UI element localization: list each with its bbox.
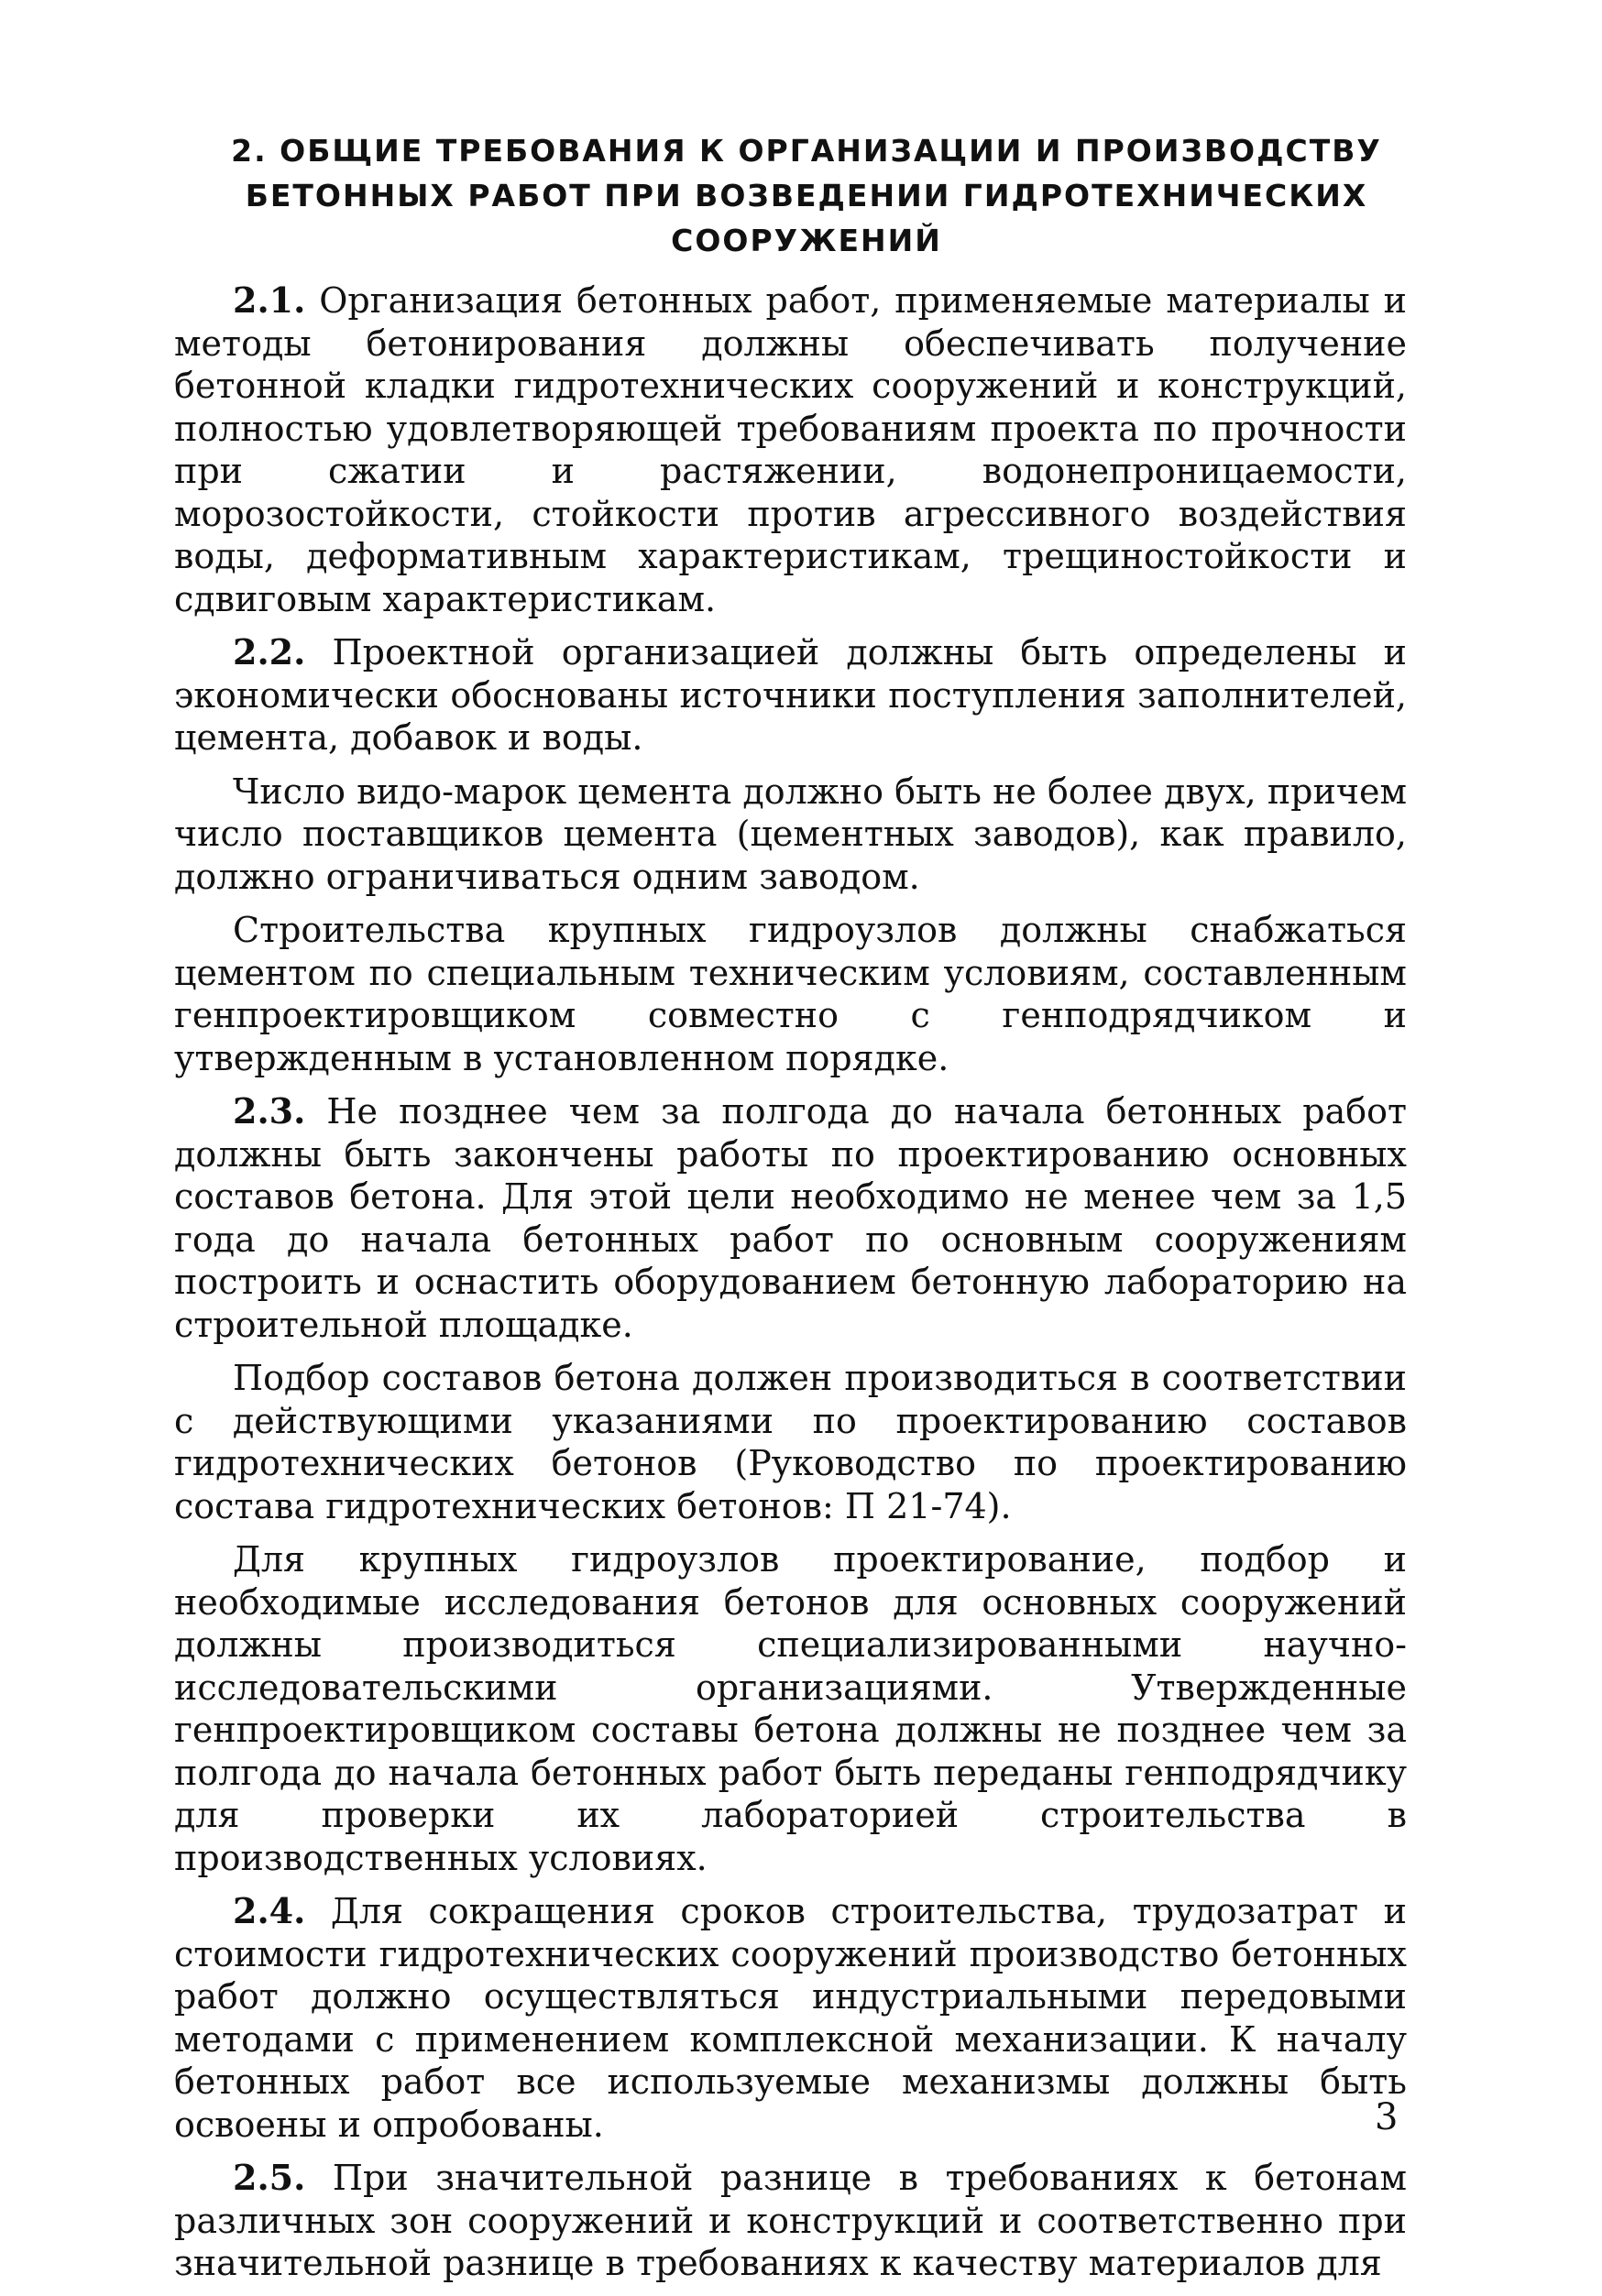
paragraph-text: Подбор составов бетона должен производиться в соответствии с действующими указаниями по проектированию составов гидротехнических бетонов (Руководство по проектированию состава гидротехнических бетонов: П 21-74).	[174, 1358, 1407, 1526]
paragraph-concrete-selection	[174, 1357, 1407, 1527]
clause-number: 2.4.	[233, 1890, 306, 1931]
paragraph-text: Число видо-марок цемента должно быть не более двух, причем число поставщиков цемента (цементных заводов), как правило, должно ограничиваться одним заводом.	[174, 771, 1407, 897]
paragraph-2-3	[174, 1090, 1407, 1346]
body-text	[174, 279, 1407, 2296]
paragraph-2-5	[174, 2157, 1407, 2285]
paragraph-text: Для крупных гидроузлов проектирование, подбор и необходимые исследования бетонов для основных сооружений должны производиться специализированными научно-исследовательскими организациями. Утвержденные генпроектировщиком составы бетона должны не позднее чем за полгода до начала бетонных работ быть переданы генподрядчику для проверки их лабораторией строительства в производственных условиях.	[174, 1539, 1407, 1878]
paragraph-text: При значительной разнице в требованиях к бетонам различных зон сооружений и конструкций и соответственно при значительной разнице в требованиях к качеству материалов для	[174, 2158, 1407, 2283]
paragraph-text: Не позднее чем за полгода до начала бетонных работ должны быть закончены работы по проектированию основных составов бетона. Для этой цели необходимо не менее чем за 1,5 года до начала бетонных работ по основным сооружениям построить и оснастить оборудованием бетонную лабораторию на строительной площадке.	[174, 1091, 1407, 1345]
heading-line-3: СООРУЖЕНИЙ	[671, 223, 942, 258]
paragraph-text: Организация бетонных работ, применяемые материалы и методы бетонирования должны обеспечивать получение бетонной кладки гидротехнических сооружений и конструкций, полностью удовлетворяющей требованиям проекта по прочности при сжатии и растяжении, водонепроницаемости, морозостойкости, стойкости против агрессивного воздействия воды, деформативным характеристикам, трещиностойкости и сдвиговым характеристикам.	[174, 280, 1407, 619]
clause-number: 2.5.	[233, 2157, 306, 2198]
paragraph-text: Для сокращения сроков строительства, трудозатрат и стоимости гидротехнических сооружений производство бетонных работ должно осуществляться индустриальными передовыми методами с применением комплексной механизации. К началу бетонных работ все используемые механизмы должны быть освоены и опробованы.	[174, 1891, 1407, 2145]
paragraph-2-2	[174, 631, 1407, 760]
paragraph-large-hydro	[174, 1538, 1407, 1879]
paragraph-cement-grades	[174, 771, 1407, 899]
paragraph-2-1	[174, 279, 1407, 620]
heading-line-2: БЕТОННЫХ РАБОТ ПРИ ВОЗВЕДЕНИИ ГИДРОТЕХНИЧЕСКИХ	[245, 178, 1368, 213]
paragraph-cement-supply	[174, 909, 1407, 1079]
paragraph-text: Строительства крупных гидроузлов должны снабжаться цементом по специальным техническим условиям, составленным генпроектировщиком совместно с генподрядчиком и утвержденным в установленном порядке.	[174, 910, 1407, 1078]
heading-line-1: 2. ОБЩИЕ ТРЕБОВАНИЯ К ОРГАНИЗАЦИИ И ПРОИЗВОДСТВУ	[231, 133, 1382, 169]
page-number: 3	[1375, 2096, 1399, 2138]
clause-number: 2.1.	[233, 279, 306, 321]
section-heading	[192, 128, 1421, 263]
paragraph-2-4	[174, 1890, 1407, 2146]
clause-number: 2.3.	[233, 1090, 306, 1132]
paragraph-text: Проектной организацией должны быть определены и экономически обоснованы источники поступления заполнителей, цемента, добавок и воды.	[174, 632, 1407, 758]
clause-number: 2.2.	[233, 631, 306, 672]
